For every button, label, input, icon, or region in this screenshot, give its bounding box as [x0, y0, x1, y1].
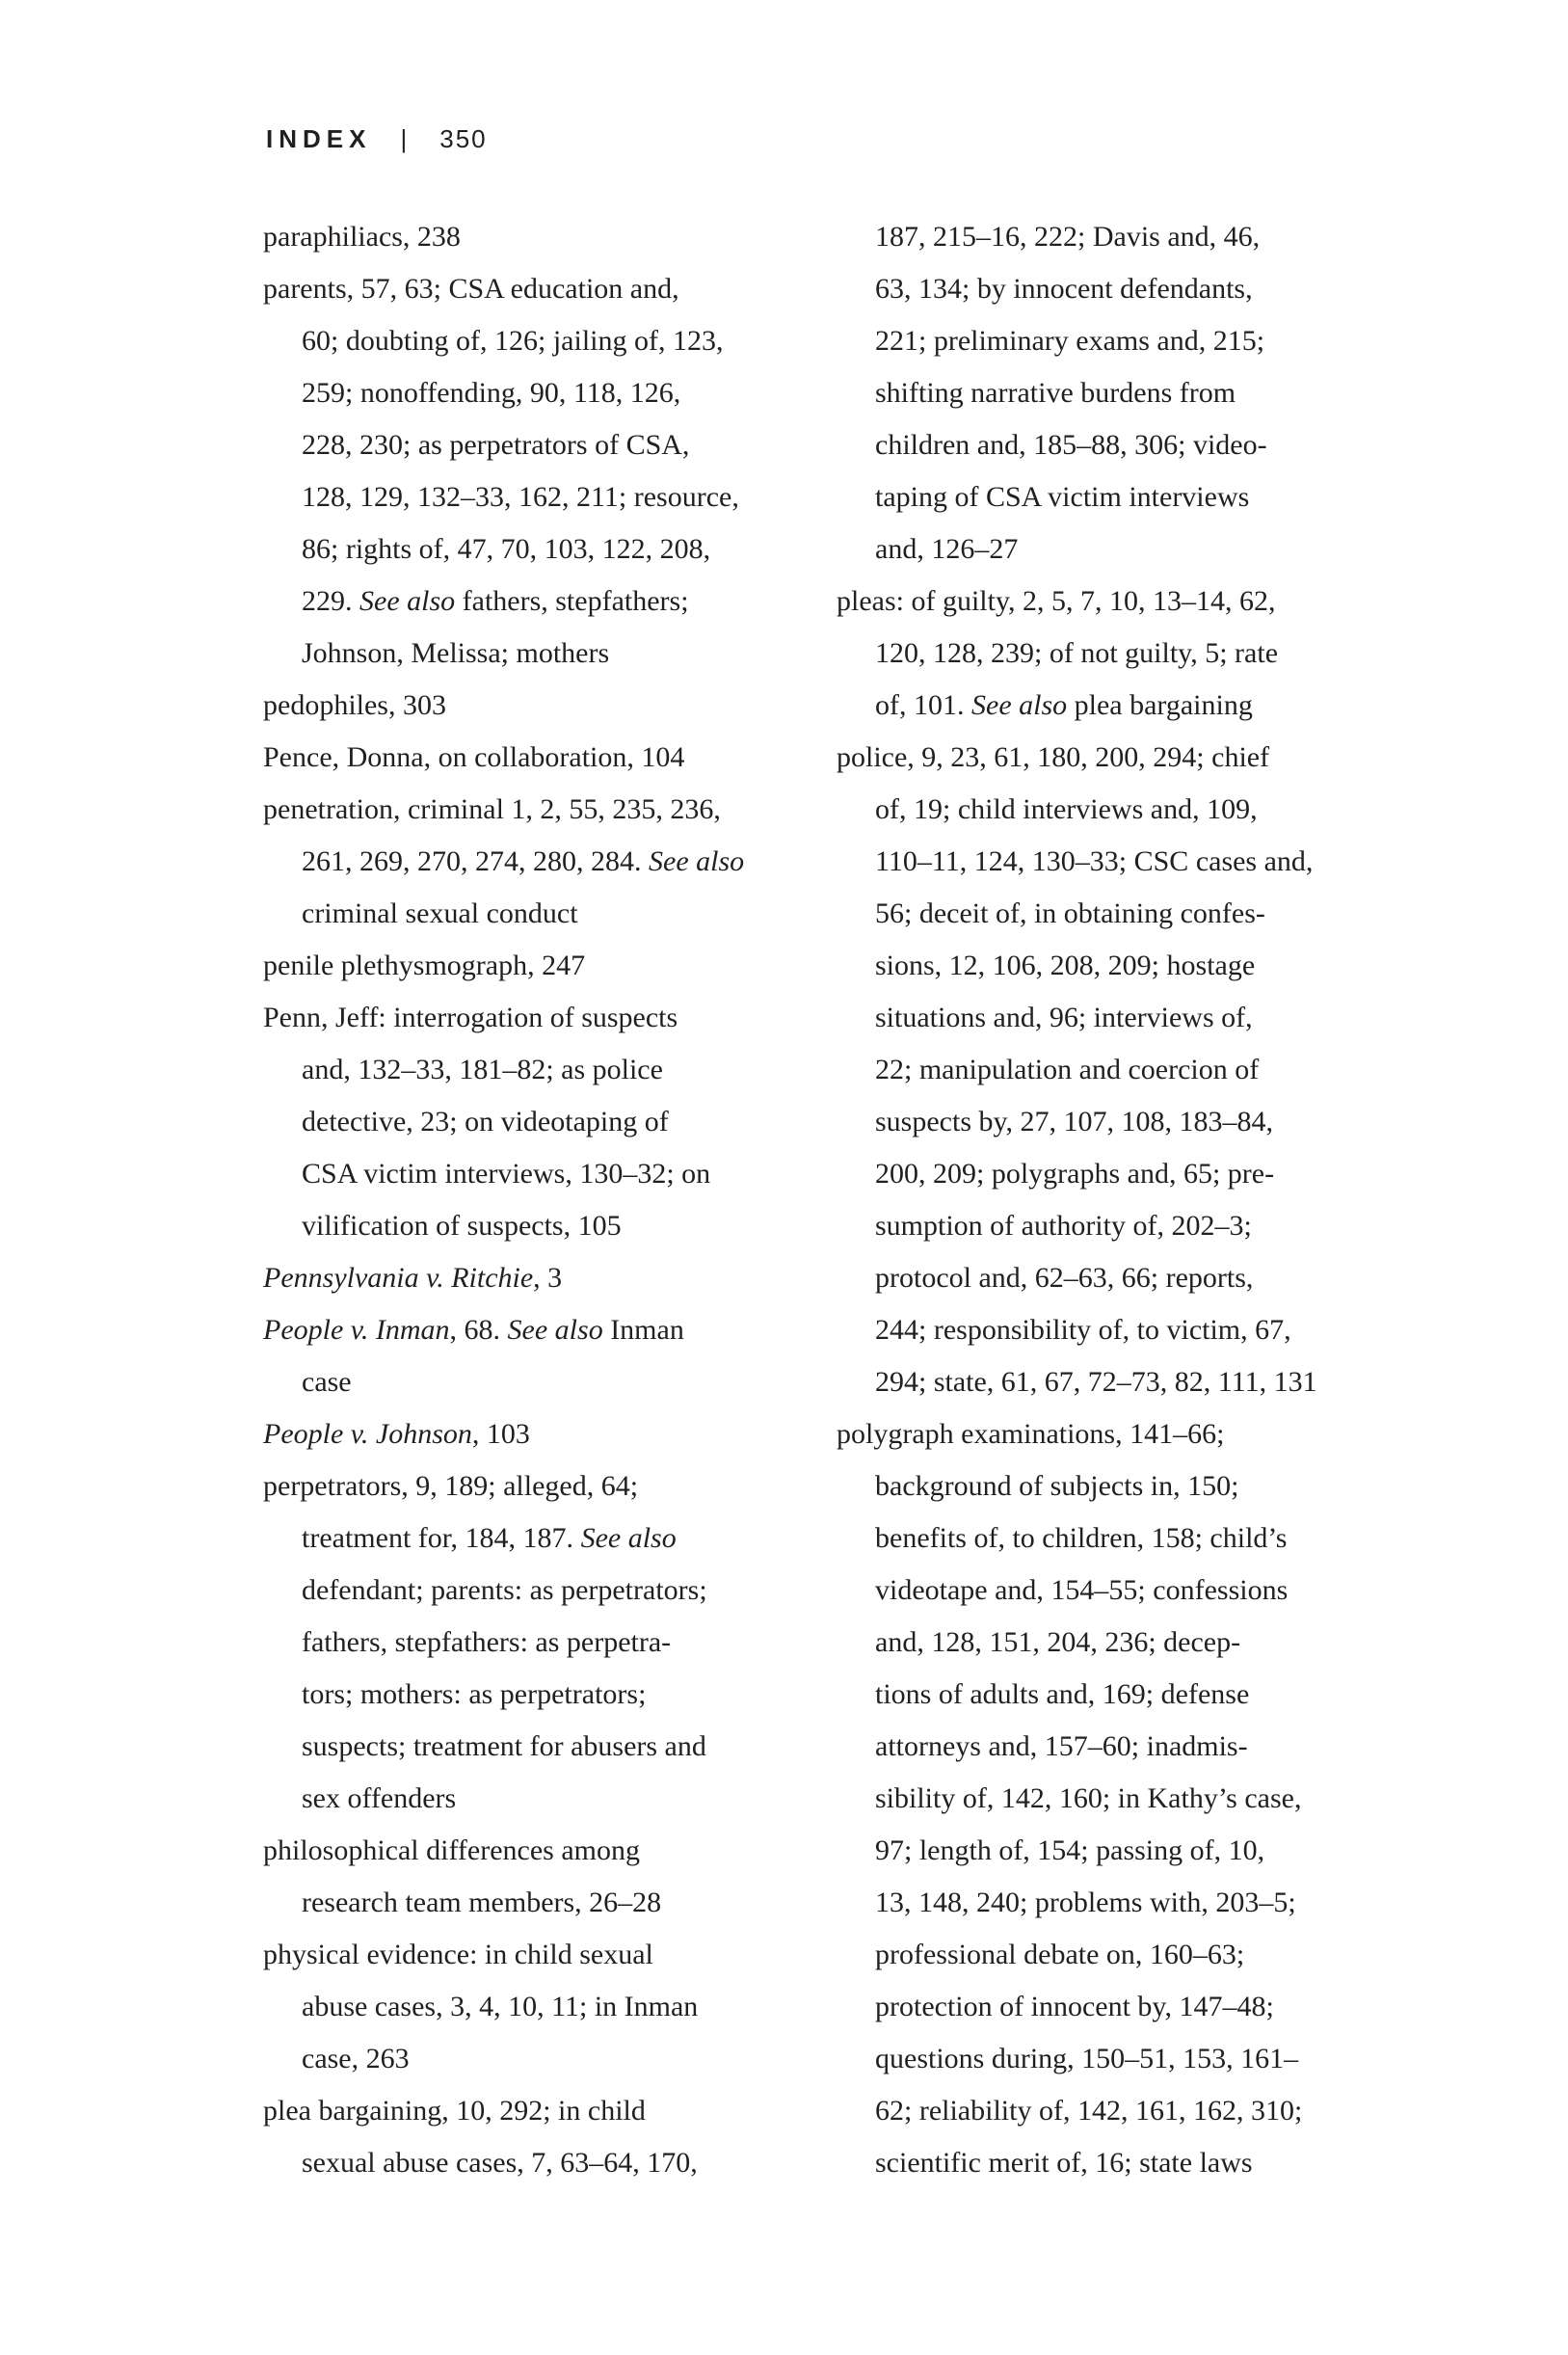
entry-text: and, 128, 151, 204, 236; decep-: [875, 1626, 1241, 1658]
entry-text: protection of innocent by, 147–48;: [875, 1991, 1274, 2022]
entry-text: suspects by, 27, 107, 108, 183–84,: [875, 1106, 1274, 1137]
index-subentry-line: [263, 1200, 803, 1252]
index-entry-line: [263, 263, 803, 315]
entry-text: paraphiliacs, 238: [263, 221, 461, 253]
index-subentry-line: [837, 2085, 1376, 2137]
index-subentry-line: [837, 992, 1376, 1044]
entry-text: 294; state, 61, 67, 72–73, 82, 111, 131: [875, 1366, 1317, 1398]
entry-text: penile plethysmograph, 247: [263, 950, 586, 981]
index-subentry-line: [263, 1877, 803, 1929]
running-header: [266, 123, 488, 154]
entry-text: police, 9, 23, 61, 180, 200, 294; chief: [837, 741, 1270, 773]
index-column-left: [263, 211, 803, 2189]
index-entry-line: [263, 1408, 803, 1460]
index-subentry-line: [263, 888, 803, 940]
entry-text: 56; deceit of, in obtaining confes-: [875, 897, 1265, 929]
entry-text: philosophical differences among: [263, 1834, 640, 1866]
entry-text: 63, 134; by innocent defendants,: [875, 273, 1253, 305]
entry-text: 97; length of, 154; passing of, 10,: [875, 1834, 1265, 1866]
index-subentry-line: [263, 1096, 803, 1148]
entry-text: shifting narrative burdens from: [875, 377, 1236, 409]
entry-text: 60; doubting of, 126; jailing of, 123,: [302, 325, 724, 357]
index-subentry-line: [837, 1825, 1376, 1877]
entry-text: perpetrators, 9, 189; alleged, 64;: [263, 1470, 639, 1502]
index-subentry-line: [263, 315, 803, 367]
index-subentry-line: [837, 523, 1376, 575]
entry-text: children and, 185–88, 306; video-: [875, 429, 1267, 461]
index-subentry-line: [837, 1512, 1376, 1565]
index-subentry-line: [837, 1929, 1376, 1981]
index-subentry-line: [837, 836, 1376, 888]
index-subentry-line: [837, 628, 1376, 680]
index-entry-line: [263, 2085, 803, 2137]
index-subentry-line: [263, 1773, 803, 1825]
entry-text: pedophiles, 303: [263, 689, 446, 721]
index-subentry-line: [263, 1669, 803, 1721]
entry-text: sions, 12, 106, 208, 209; hostage: [875, 950, 1256, 981]
index-subentry-line: [837, 1200, 1376, 1252]
index-subentry-line: [837, 1356, 1376, 1408]
entry-text: benefits of, to children, 158; child’s: [875, 1522, 1288, 1554]
entry-text: protocol and, 62–63, 66; reports,: [875, 1262, 1254, 1294]
entry-text: videotape and, 154–55; confessions: [875, 1574, 1289, 1606]
entry-text: 229.: [302, 585, 359, 617]
index-subentry-line: [263, 575, 803, 628]
entry-text: plea bargaining, 10, 292; in child: [263, 2095, 646, 2127]
index-subentry-line: [263, 1565, 803, 1617]
index-subentry-line: [263, 628, 803, 680]
italic-text: See also: [359, 585, 456, 617]
entry-text: 244; responsibility of, to victim, 67,: [875, 1314, 1291, 1346]
index-subentry-line: [837, 211, 1376, 263]
index-subentry-line: [837, 1773, 1376, 1825]
entry-text: 259; nonoffending, 90, 118, 126,: [302, 377, 681, 409]
entry-text: 221; preliminary exams and, 215;: [875, 325, 1265, 357]
entry-text: physical evidence: in child sexual: [263, 1939, 653, 1970]
header-separator: |: [400, 124, 408, 153]
italic-text: People v. Inman: [263, 1314, 450, 1346]
entry-text: vilification of suspects, 105: [302, 1210, 622, 1242]
entry-text: of, 101.: [875, 689, 971, 721]
entry-text: 86; rights of, 47, 70, 103, 122, 208,: [302, 533, 711, 565]
index-subentry-line: [837, 1721, 1376, 1773]
index-entry-line: [263, 1252, 803, 1304]
entry-text: and, 126–27: [875, 533, 1019, 565]
entry-text: case: [302, 1366, 352, 1398]
entry-text: fathers, stepfathers: as perpetra-: [302, 1626, 672, 1658]
index-subentry-line: [837, 1460, 1376, 1512]
index-subentry-line: [837, 1669, 1376, 1721]
entry-text: professional debate on, 160–63;: [875, 1939, 1245, 1970]
index-entry-line: [263, 784, 803, 836]
index-entry-line: [263, 1304, 803, 1356]
italic-text: Pennsylvania v. Ritchie: [263, 1262, 534, 1294]
entry-text: taping of CSA victim interviews: [875, 481, 1250, 513]
index-entry-line: [837, 732, 1376, 784]
entry-text: tions of adults and, 169; defense: [875, 1678, 1250, 1710]
entry-text: Penn, Jeff: interrogation of suspects: [263, 1002, 678, 1033]
index-subentry-line: [263, 419, 803, 471]
section-label: INDEX: [266, 124, 372, 153]
entry-text: and, 132–33, 181–82; as police: [302, 1054, 663, 1085]
index-subentry-line: [837, 1877, 1376, 1929]
index-subentry-line: [837, 263, 1376, 315]
entry-text: 128, 129, 132–33, 162, 211; resource,: [302, 481, 739, 513]
index-entry-line: [263, 940, 803, 992]
entry-text: parents, 57, 63; CSA education and,: [263, 273, 679, 305]
entry-text: pleas: of guilty, 2, 5, 7, 10, 13–14, 62,: [837, 585, 1276, 617]
entry-text: situations and, 96; interviews of,: [875, 1002, 1253, 1033]
entry-text: CSA victim interviews, 130–32; on: [302, 1158, 711, 1190]
entry-text: Johnson, Melissa; mothers: [302, 637, 610, 669]
index-subentry-line: [263, 1617, 803, 1669]
index-subentry-line: [837, 2033, 1376, 2085]
index-subentry-line: [837, 784, 1376, 836]
index-subentry-line: [263, 1148, 803, 1200]
index-entry-line: [263, 732, 803, 784]
italic-text: People v. Johnson: [263, 1418, 472, 1450]
entry-text: sibility of, 142, 160; in Kathy’s case,: [875, 1782, 1302, 1814]
entry-text: defendant; parents: as perpetrators;: [302, 1574, 707, 1606]
entry-text: questions during, 150–51, 153, 161–: [875, 2043, 1299, 2074]
entry-text: research team members, 26–28: [302, 1887, 662, 1918]
entry-text: 261, 269, 270, 274, 280, 284.: [302, 845, 649, 877]
entry-text: 22; manipulation and coercion of: [875, 1054, 1260, 1085]
index-entry-line: [263, 992, 803, 1044]
index-subentry-line: [837, 940, 1376, 992]
entry-text: abuse cases, 3, 4, 10, 11; in Inman: [302, 1991, 699, 2022]
index-subentry-line: [837, 315, 1376, 367]
entry-text: , 68.: [449, 1314, 508, 1346]
index-subentry-line: [263, 1512, 803, 1565]
entry-text: 120, 128, 239; of not guilty, 5; rate: [875, 637, 1279, 669]
index-subentry-line: [263, 523, 803, 575]
index-subentry-line: [837, 471, 1376, 523]
index-entry-line: [837, 575, 1376, 628]
italic-text: See also: [507, 1314, 603, 1346]
entry-text: , 3: [533, 1262, 563, 1294]
index-subentry-line: [263, 367, 803, 419]
entry-text: case, 263: [302, 2043, 410, 2074]
entry-text: sumption of authority of, 202–3;: [875, 1210, 1252, 1242]
entry-text: 228, 230; as perpetrators of CSA,: [302, 429, 690, 461]
index-subentry-line: [263, 1981, 803, 2033]
index-subentry-line: [837, 680, 1376, 732]
index-subentry-line: [263, 1721, 803, 1773]
entry-text: tors; mothers: as perpetrators;: [302, 1678, 647, 1710]
index-entry-line: [263, 211, 803, 263]
entry-text: fathers, stepfathers;: [455, 585, 689, 617]
index-column-right: [837, 211, 1376, 2189]
entry-text: 200, 209; polygraphs and, 65; pre-: [875, 1158, 1275, 1190]
entry-text: 110–11, 124, 130–33; CSC cases and,: [875, 845, 1314, 877]
entry-text: plea bargaining: [1067, 689, 1253, 721]
entry-text: sexual abuse cases, 7, 63–64, 170,: [302, 2147, 698, 2179]
index-entry-line: [263, 1460, 803, 1512]
index-subentry-line: [837, 1148, 1376, 1200]
italic-text: See also: [649, 845, 745, 877]
entry-text: 187, 215–16, 222; Davis and, 46,: [875, 221, 1261, 253]
entry-text: 62; reliability of, 142, 161, 162, 310;: [875, 2095, 1303, 2127]
index-entry-line: [837, 1408, 1376, 1460]
italic-text: See also: [580, 1522, 677, 1554]
index-subentry-line: [837, 1617, 1376, 1669]
entry-text: scientific merit of, 16; state laws: [875, 2147, 1253, 2179]
index-subentry-line: [837, 1252, 1376, 1304]
index-subentry-line: [837, 419, 1376, 471]
index-subentry-line: [837, 2137, 1376, 2189]
index-subentry-line: [837, 367, 1376, 419]
page-number: 350: [439, 124, 488, 153]
index-subentry-line: [837, 888, 1376, 940]
entry-text: attorneys and, 157–60; inadmis-: [875, 1730, 1248, 1762]
entry-text: detective, 23; on videotaping of: [302, 1106, 669, 1137]
entry-text: treatment for, 184, 187.: [302, 1522, 581, 1554]
entry-text: criminal sexual conduct: [302, 897, 578, 929]
index-subentry-line: [263, 2033, 803, 2085]
entry-text: polygraph examinations, 141–66;: [837, 1418, 1225, 1450]
entry-text: 13, 148, 240; problems with, 203–5;: [875, 1887, 1296, 1918]
index-entry-line: [263, 1929, 803, 1981]
index-subentry-line: [837, 1304, 1376, 1356]
entry-text: suspects; treatment for abusers and: [302, 1730, 706, 1762]
index-subentry-line: [263, 2137, 803, 2189]
entry-text: Pence, Donna, on collaboration, 104: [263, 741, 685, 773]
entry-text: , 103: [471, 1418, 530, 1450]
entry-text: penetration, criminal 1, 2, 55, 235, 236,: [263, 793, 721, 825]
index-subentry-line: [263, 836, 803, 888]
entry-text: Inman: [602, 1314, 684, 1346]
italic-text: See also: [971, 689, 1068, 721]
entry-text: sex offenders: [302, 1782, 457, 1814]
index-entry-line: [263, 680, 803, 732]
index-subentry-line: [837, 1044, 1376, 1096]
index-subentry-line: [263, 1044, 803, 1096]
entry-text: background of subjects in, 150;: [875, 1470, 1239, 1502]
index-subentry-line: [837, 1981, 1376, 2033]
index-subentry-line: [263, 471, 803, 523]
index-subentry-line: [837, 1565, 1376, 1617]
index-subentry-line: [263, 1356, 803, 1408]
index-subentry-line: [837, 1096, 1376, 1148]
index-entry-line: [263, 1825, 803, 1877]
entry-text: of, 19; child interviews and, 109,: [875, 793, 1258, 825]
